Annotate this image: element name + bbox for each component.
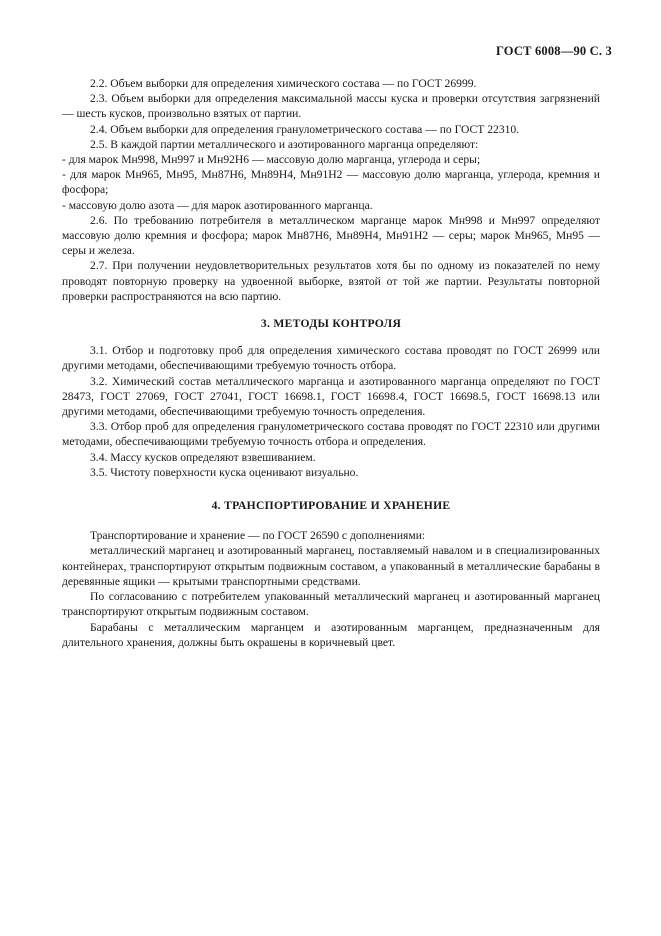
paragraph-3-3: 3.3. Отбор проб для определения гранулометрического состава проводят по ГОСТ 22310 или другими методами, обеспечивающими требуемую точность отбора и определения. [62, 420, 600, 449]
document-body [62, 76, 600, 650]
paragraph: Транспортирование и хранение — по ГОСТ 26590 с дополнениями: [90, 529, 426, 543]
paragraph-3-2: 3.2. Химический состав металлического марганца и азотированного марганца определяют по ГОСТ 28473, ГОСТ 27069, ГОСТ 27041, ГОСТ 16698.1, ГОСТ 16698.4, ГОСТ 16698.5, ГОСТ 16698.13 или другими методами, обеспечивающими требуемую точность определения. [62, 374, 600, 419]
paragraph-2-3: 2.3. Объем выборки для определения максимальной массы куска и проверки отсутствия загрязнений — шесть кусков, произвольно взятых от партии. [62, 92, 600, 121]
paragraph-2-6: 2.6. По требованию потребителя в металлическом марганце марок Мн998 и Мн997 определяют массовую долю кремния и фосфора; марок Мн87Н6, Мн89Н4, Мн91Н2 — серы; марок Мн965, Мн95 — серы и железа. [62, 213, 600, 258]
list-item: - для марок Мн998, Мн997 и Мн92Н6 — массовую долю марганца, углерода и серы; [62, 153, 481, 167]
list-item: - для марок Мн965, Мн95, Мн87Н6, Мн89Н4, Мн91Н2 — массовую долю марганца, углерода, кремния и фосфора; [62, 168, 600, 197]
paragraph-3-4: 3.4. Массу кусков определяют взвешиванием. [90, 450, 316, 464]
section-4 [62, 528, 600, 650]
paragraph-2-7: 2.7. При получении неудовлетворительных результатов хотя бы по одному из показателей по нему проводят повторную проверку на удвоенной выборке, взятой от той же партии. Результаты повторной проверки распространяются на всю партию. [62, 259, 600, 303]
paragraph-2-2: 2.2. Объем выборки для определения химического состава — по ГОСТ 26999. [90, 77, 477, 90]
paragraph-3-1: 3.1. Отбор и подготовку проб для определения химического состава проводят по ГОСТ 26999 или другими методами, обеспечивающими требуемую точность отбора. [62, 344, 600, 373]
paragraph: металлический марганец и азотированный марганец, поставляемый навалом и в специализированных контейнерах, транспортируют открытым подвижным составом, а упакованный в металлические барабаны в деревянные ящики — крытыми транспортными средствами. [62, 544, 600, 588]
section-heading: 4. ТРАНСПОРТИРОВАНИЕ И ХРАНЕНИЕ [211, 499, 451, 513]
page-header: ГОСТ 6008—90 С. 3 [495, 44, 612, 58]
paragraph-3-5: 3.5. Чистоту поверхности куска оценивают визуально. [90, 465, 359, 479]
paragraph: Барабаны с металлическим марганцем и азотированным марганцем, предназначенным для длительного хранения, должны быть окрашены в коричневый цвет. [62, 620, 600, 649]
section-heading: 3. МЕТОДЫ КОНТРОЛЯ [260, 317, 402, 331]
paragraph-2-5: 2.5. В каждой партии металлического и азотированного марганца определяют: [90, 137, 479, 151]
section-2 [62, 76, 600, 304]
section-3 [62, 343, 600, 480]
list-item: - массовую долю азота — для марок азотированного марганца. [62, 198, 373, 212]
paragraph-2-4: 2.4. Объем выборки для определения гранулометрического состава — по ГОСТ 22310. [90, 122, 520, 136]
paragraph: По согласованию с потребителем упакованный металлический марганец и азотированный марганец транспортируют открытым подвижным составом. [62, 590, 600, 619]
